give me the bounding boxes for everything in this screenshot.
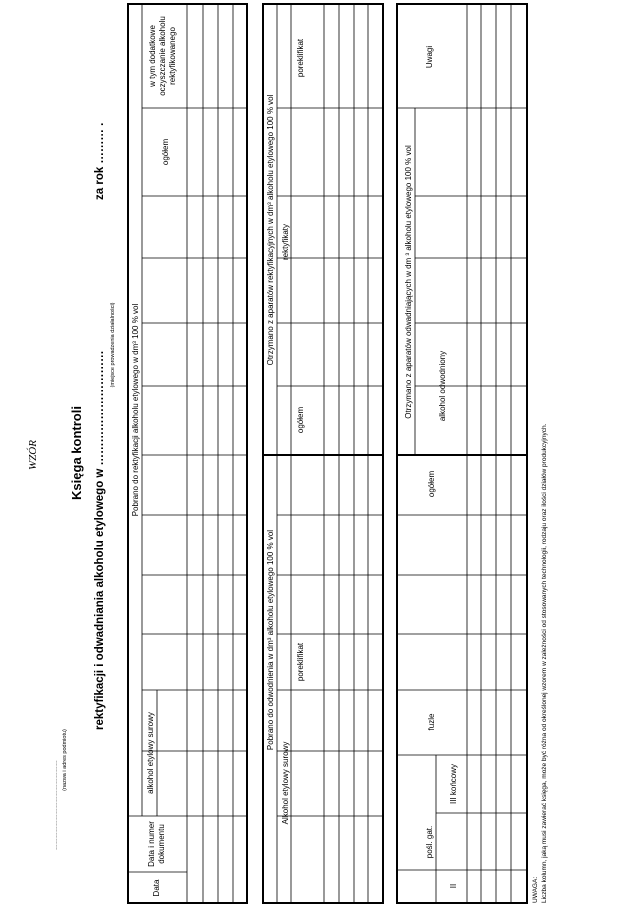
entity-note: (nazwa i adres podmiotu) — [62, 729, 68, 791]
subtitle-text: rektyfikacji i odwadniania alkoholu etylowego w ………………………… — [94, 350, 106, 730]
col-alkohol-surowy: Alkohol etylowy surowy — [281, 741, 290, 825]
col-ogolem: ogółem — [161, 138, 170, 166]
table2-group-right: Otrzymano z aparatów rektyfikacyjnych w dm³ alkoholu etylowego 100 % vol — [266, 94, 275, 366]
table-1 — [128, 4, 247, 903]
col-rektyfikaty: rektyfikaty — [281, 223, 290, 261]
footer-uwaga: UWAGA: — [532, 876, 539, 903]
wzor-label: WZÓR — [27, 440, 39, 470]
col-alkohol-odwodniony: alkohol odwodniony — [438, 350, 447, 422]
place-note: (miejsce prowadzenia działalności) — [110, 302, 116, 388]
col-data-nr-1: Data i numer — [147, 821, 156, 867]
col-fuzle: fuzle — [427, 713, 436, 731]
subtitle-year: za rok ……… . — [94, 122, 106, 200]
col-data-nr-2: dokumentu — [157, 824, 166, 864]
col-poreklifikat-left: poreklifikat — [296, 642, 305, 682]
col-dodatkowe-2: oczyszczanie alkoholu — [158, 16, 167, 96]
document-title: Księga kontroli — [69, 406, 84, 500]
col-ogolem-2: ogółem — [296, 406, 305, 434]
col-data: Data — [152, 879, 161, 897]
col-iii-koncowy: III końcowy — [449, 763, 458, 805]
col-surowy: alkohol etylowy surowy — [146, 712, 155, 794]
col-dodatkowe-1: w tym dodatkowe — [148, 25, 157, 87]
col-ii: II — [449, 883, 458, 889]
col-dodatkowe-3: rektyfikowanego — [168, 27, 177, 85]
table2-group-left: Pobrano do odwodnienia w dm³ alkoholu etylowego 100 % vol — [266, 529, 275, 751]
table-3 — [397, 4, 527, 903]
table1-group-header: Pobrano do rektyfikacji alkoholu etylowego w dm³ 100 % vol — [131, 303, 140, 517]
col-uwagi: Uwagi — [425, 45, 434, 69]
table3-group-header: Otrzymano z aparatów odwadniających w dm ³ alkoholu etylowego 100 % vol — [404, 145, 413, 419]
footer-note: Liczba kolumn, jaką musi zawierać księga, może być różna od określonej wzorem w zależności od stosowanych technologii, rodzaju oraz ilości działów produkcyjnych. — [541, 423, 548, 903]
entity-dots: ……………………………………… — [53, 760, 59, 850]
table-2 — [263, 4, 383, 903]
col-posl-gat: pośl. gat. — [425, 825, 434, 859]
col-poreklifikat-right: poreklifikat — [296, 38, 305, 78]
col-ogolem-3: ogółem — [427, 470, 436, 498]
